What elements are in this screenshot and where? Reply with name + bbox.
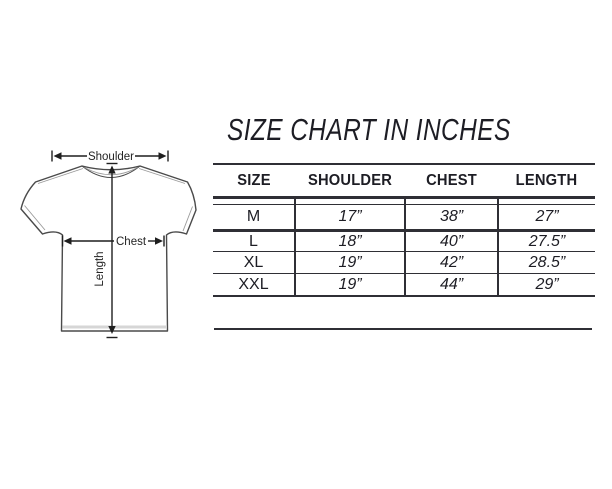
- shoulder-arrow: [52, 151, 168, 164]
- shoulder-cell: 18”: [295, 231, 405, 252]
- size-cell: L: [213, 231, 295, 252]
- chest-cell: 42”: [405, 252, 498, 274]
- size-cell: XL: [213, 252, 295, 274]
- shoulder-cell: 19”: [295, 252, 405, 274]
- length-cell: 27”: [498, 205, 595, 231]
- table-header-row: [213, 164, 595, 198]
- chest-cell: 40”: [405, 231, 498, 252]
- length-cell: 27.5”: [498, 231, 595, 252]
- table-row-xxl: [213, 274, 595, 297]
- header-divider-row: [213, 198, 595, 205]
- table-bottom-rule: [214, 328, 592, 330]
- table-row-xl: [213, 252, 595, 274]
- shoulder-cell: 17”: [295, 205, 405, 231]
- size-cell: XXL: [213, 274, 295, 297]
- col-header-length: LENGTH: [502, 164, 591, 198]
- shoulder-label: Shoulder: [87, 151, 135, 163]
- col-header-chest: CHEST: [409, 164, 495, 198]
- tshirt-outline: [21, 166, 196, 331]
- chest-cell: 38”: [405, 205, 498, 231]
- shoulder-cell: 19”: [295, 274, 405, 297]
- length-label: Length: [94, 251, 106, 287]
- size-table: [213, 163, 595, 297]
- chest-cell: 44”: [405, 274, 498, 297]
- col-header-size: SIZE: [216, 164, 291, 198]
- size-cell: M: [213, 205, 295, 231]
- table-row-l: [213, 231, 595, 252]
- col-header-shoulder: SHOULDER: [299, 164, 400, 198]
- chest-label: Chest: [116, 236, 147, 248]
- page-title: SIZE CHART IN INCHES: [227, 112, 511, 147]
- length-cell: 29”: [498, 274, 595, 297]
- table-row-m: [213, 205, 595, 231]
- length-cell: 28.5”: [498, 252, 595, 274]
- tshirt-diagram: [8, 138, 212, 350]
